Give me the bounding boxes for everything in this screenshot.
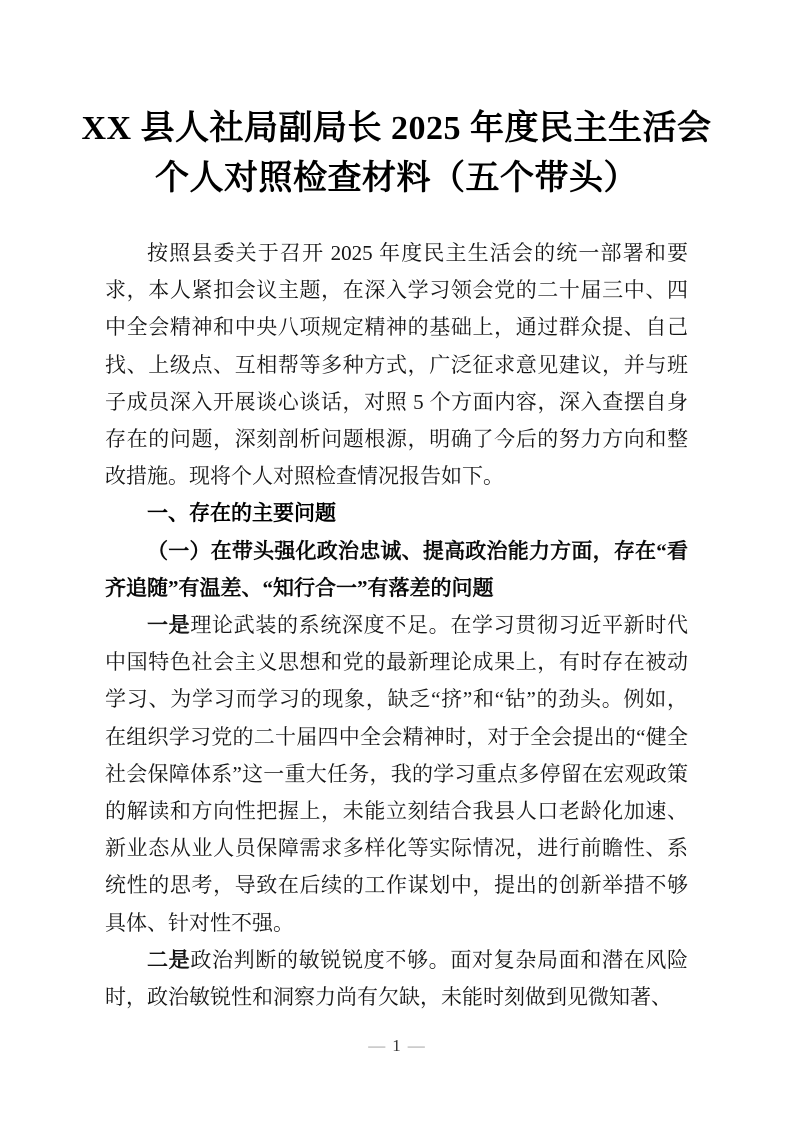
page-number: 1 bbox=[392, 1036, 401, 1055]
footer-dash-right: — bbox=[407, 1036, 425, 1055]
point-1-lead: 一是 bbox=[147, 613, 191, 638]
subsection-heading-political-loyalty: （一）在带头强化政治忠诚、提高政治能力方面，存在“看齐追随”有温差、“知行合一”有落差的问题 bbox=[105, 538, 688, 600]
document-title-line1: XX 县人社局副局长 2025 年度民主生活会 bbox=[81, 110, 712, 147]
point-paragraph-1 bbox=[105, 607, 688, 942]
document-body bbox=[0, 235, 793, 1016]
document-title bbox=[0, 0, 793, 204]
section-heading-main-problems: 一、存在的主要问题 bbox=[147, 502, 336, 526]
point-2-text: 政治判断的敏锐锐度不够。面对复杂局面和潜在风险时，政治敏锐性和洞察力尚有欠缺，未能时刻做到见微知著、 bbox=[105, 947, 689, 1010]
footer-dash-left: — bbox=[368, 1036, 386, 1055]
point-2-lead: 二是 bbox=[147, 947, 191, 972]
page-footer bbox=[0, 1035, 793, 1057]
document-title-line2: 个人对照检查材料（五个带头） bbox=[155, 160, 638, 197]
point-1-text: 理论武装的系统深度不足。在学习贯彻习近平新时代中国特色社会主义思想和党的最新理论成果上，有时存在被动学习、为学习而学习的现象，缺乏“挤”和“钻”的劲头。例如，在组织学习党的二十届四中全会精神时，对于全会提出的“健全社会保障体系”这一重大任务，我的学习重点多停留在宏观政策的解读和方向性把握上，未能立刻结合我县人口老龄化加速、新业态从业人员保障需求多样化等实际情况，进行前瞻性、系统性的思考，导致在后续的工作谋划中，提出的创新举措不够具体、针对性不强。 bbox=[105, 613, 689, 935]
point-paragraph-2 bbox=[105, 942, 688, 1016]
intro-paragraph: 按照县委关于召开 2025 年度民主生活会的统一部署和要求，本人紧扣会议主题，在深入学习领会党的二十届三中、四中全会精神和中央八项规定精神的基础上，通过群众提、自己找、上级点、互相帮等多种方式，广泛征求意见建议，并与班子成员深入开展谈心谈话，对照 5 个方面内容，深入查摆自身存在的问题，深刻剖析问题根源，明确了今后的努力方向和整改措施。现将个人对照检查情况报告如下。 bbox=[105, 241, 688, 489]
